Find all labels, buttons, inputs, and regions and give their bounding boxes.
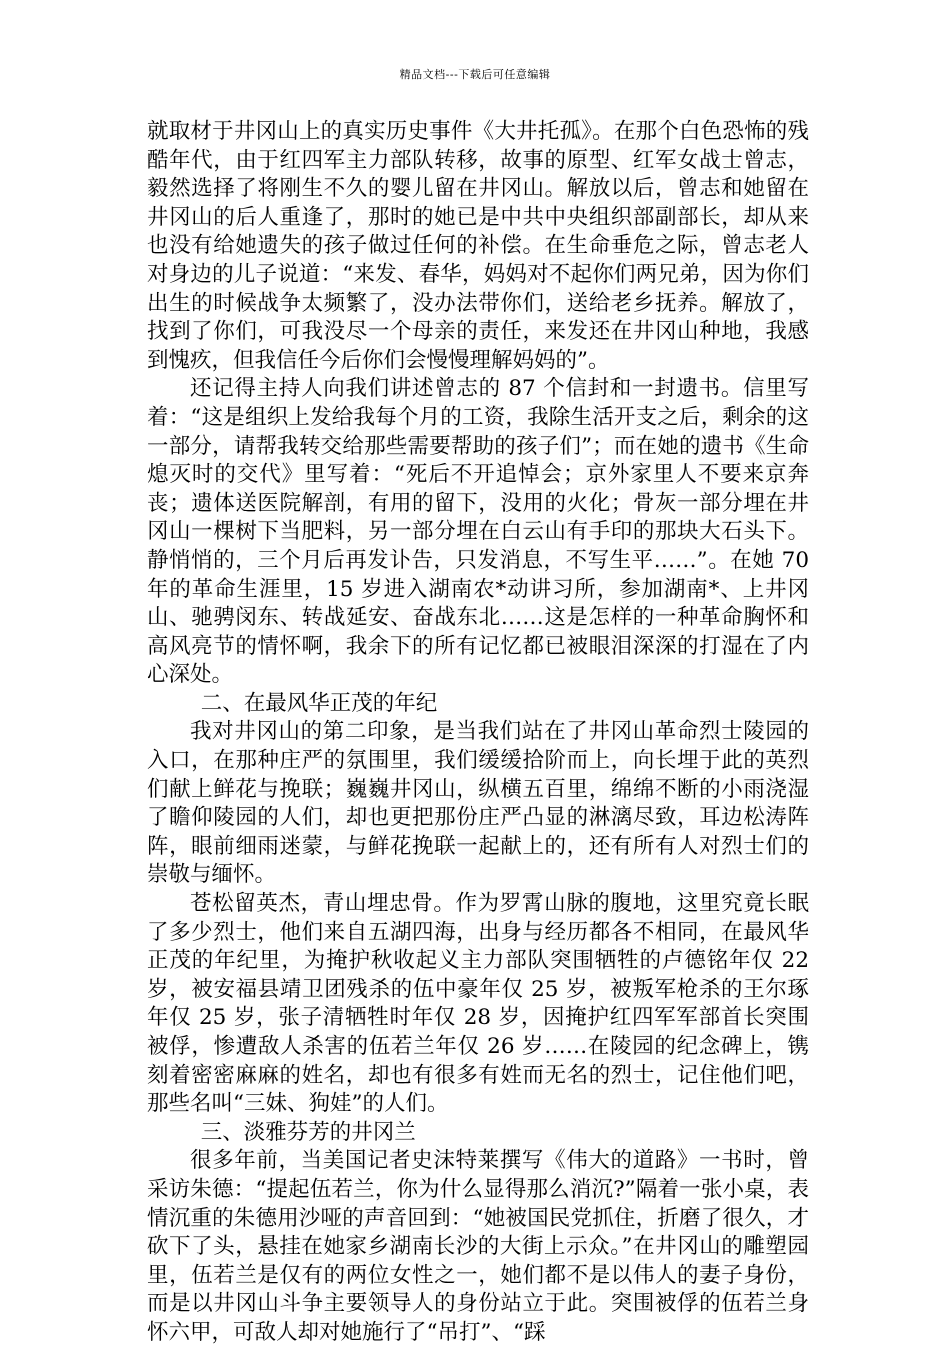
section-heading-2: 二、在最风华正茂的年纪: [200, 690, 438, 716]
paragraph-3: 我对井冈山的第二印象，是当我们站在了井冈山革命烈士陵园的入口，在那种庄严的氛围里，我们缓缓拾阶而上，向长埋于此的英烈们献上鲜花与挽联；巍巍井冈山，纵横五百里，绵绵不断的小雨浇湿了瞻仰陵园的人们，却也更把那份庄严凸显的淋漓尽致，耳边松涛阵阵，眼前细雨迷蒙，与鲜花挽联一起献上的，还有所有人对烈士们的崇敬与缅怀。: [147, 719, 809, 888]
paragraph-2: 还记得主持人向我们讲述曾志的 87 个信封和一封遗书。信里写着：“这是组织上发给我每个月的工资，我除生活开支之后，剩余的这一部分，请帮我转交给那些需要帮助的孩子们”；而在她的遗书《生命熄灭时的交代》里写着：“死后不开追悼会；京外家里人不要来京奔丧；遗体送医院解剖，有用的留下，没用的火化；骨灰一部分埋在井冈山一棵树下当肥料，另一部分埋在白云山有手印的那块大石头下。静悄悄的，三个月后再发讣告，只发消息，不写生平……”。在她 70 年的革命生涯里，15 岁进入湖南农*动讲习所，参加湖南*、上井冈山、驰骋闵东、转战延安、奋战东北……这是怎样的一种革命胸怀和高风亮节的情怀啊，我余下的所有记忆都已被眼泪深深的打湿在了内心深处。: [147, 376, 809, 688]
paragraph-1: 就取材于井冈山上的真实历史事件《大井托孤》。在那个白色恐怖的残酷年代，由于红四军主力部队转移，故事的原型、红军女战士曾志，毅然选择了将刚生不久的婴儿留在井冈山。解放以后，曾志和她留在井冈山的后人重逢了，那时的她已是中共中央组织部副部长，却从来也没有给她遗失的孩子做过任何的补偿。在生命垂危之际，曾志老人对身边的儿子说道：“来发、春华，妈妈对不起你们两兄弟，因为你们出生的时候战争太频繁了，没办法带你们，送给老乡抚养。解放了，找到了你们，可我没尽一个母亲的责任，来发还在井冈山种地，我感到愧疚，但我信任今后你们会慢慢理解妈妈的”。: [147, 119, 809, 373]
paragraph-4: 苍松留英杰，青山埋忠骨。作为罗霄山脉的腹地，这里究竟长眠了多少烈士，他们来自五湖四海，出身与经历都各不相同，在最风华正茂的年纪里，为掩护秋收起义主力部队突围牺牲的卢德铭年仅 22 岁，被安福县靖卫团残杀的伍中豪年仅 25 岁，被叛军枪杀的王尔琢年仅 25 岁，张子清牺牲时年仅 28 岁，因掩护红四军军部首长突围被俘，惨遭敌人杀害的伍若兰年仅 26 岁……在陵园的纪念碑上，镌刻着密密麻麻的姓名，却也有很多有姓而无名的烈士，记住他们吧，那些名叫“三妹、狗娃”的人们。: [147, 891, 809, 1117]
document-body: [147, 118, 809, 1348]
paragraph-5: 很多年前，当美国记者史沫特莱撰写《伟大的道路》一书时，曾采访朱德：“提起伍若兰，你为什么显得那么消沉?”隔着一张小桌，表情沉重的朱德用沙哑的声音回到：“她被国民党抓住，折磨了很久，才砍下了头，悬挂在她家乡湖南长沙的大街上示众。”在井冈山的雕塑园里，伍若兰是仅有的两位女性之一，她们都不是以伟人的妻子身份，而是以井冈山斗争主要领导人的身份站立于此。突围被俘的伍若兰身怀六甲，可敌人却对她施行了“吊打”、“踩: [147, 1148, 809, 1345]
page-header: 精品文档---下载后可任意编辑: [399, 68, 551, 81]
section-heading-3: 三、淡雅芬芳的井冈兰: [200, 1119, 416, 1145]
